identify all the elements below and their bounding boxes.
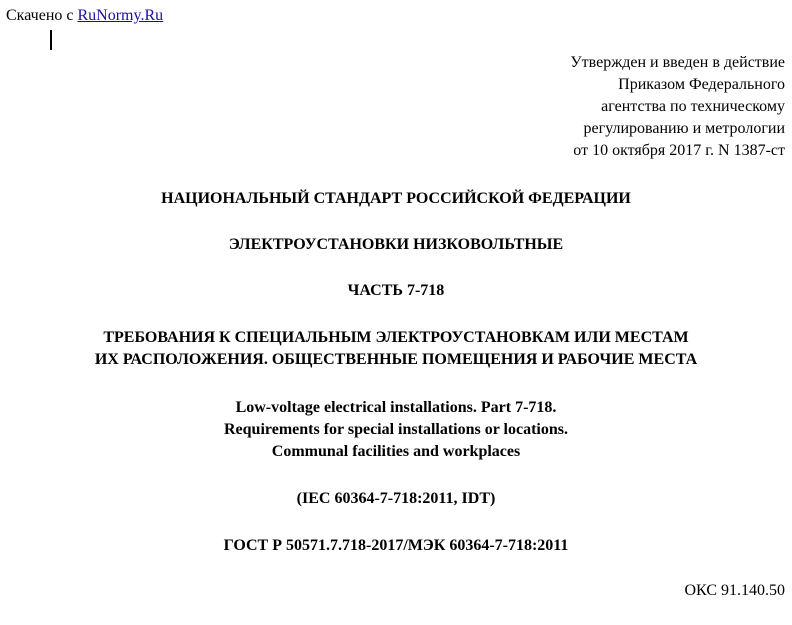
- requirements-line: ИХ РАСПОЛОЖЕНИЯ. ОБЩЕСТВЕННЫЕ ПОМЕЩЕНИЯ И РАБОЧИЕ МЕСТА: [94, 351, 698, 368]
- source-line: [6, 6, 163, 26]
- part-text: ЧАСТЬ 7-718: [347, 282, 445, 299]
- english-title: [0, 397, 792, 463]
- requirements-heading: [0, 327, 792, 371]
- subject-heading: [0, 234, 792, 256]
- standard-type-heading: [0, 188, 792, 210]
- iec-reference-text: (IEC 60364-7-718:2011, IDT): [296, 490, 496, 507]
- subject-text: ЭЛЕКТРОУСТАНОВКИ НИЗКОВОЛЬТНЫЕ: [228, 236, 564, 253]
- approval-block: [570, 52, 785, 162]
- source-link[interactable]: RuNormy.Ru: [77, 7, 164, 24]
- english-title-line: Communal facilities and workplaces: [271, 443, 521, 460]
- text-cursor: [50, 30, 52, 50]
- iec-reference: [0, 488, 792, 510]
- english-title-line: Low-voltage electrical installations. Part 7-718.: [235, 399, 557, 416]
- standard-type-text: НАЦИОНАЛЬНЫЙ СТАНДАРТ РОССИЙСКОЙ ФЕДЕРАЦИИ: [161, 190, 631, 207]
- oks-code: ОКС 91.140.50: [684, 582, 785, 599]
- approval-line: регулированию и метрологии: [583, 120, 785, 137]
- approval-line: Утвержден и введен в действие: [570, 54, 785, 71]
- approval-line: Приказом Федерального: [618, 76, 785, 93]
- gost-code-text: ГОСТ Р 50571.7.718-2017/МЭК 60364-7-718:2011: [223, 537, 569, 554]
- approval-line: агентства по техническому: [601, 98, 785, 115]
- part-heading: [0, 280, 792, 302]
- approval-line: от 10 октября 2017 г. N 1387-ст: [573, 142, 785, 159]
- requirements-line: ТРЕБОВАНИЯ К СПЕЦИАЛЬНЫМ ЭЛЕКТРОУСТАНОВКАМ ИЛИ МЕСТАМ: [103, 329, 689, 346]
- source-prefix: Скачено с: [6, 7, 74, 24]
- gost-code: [0, 535, 792, 557]
- english-title-line: Requirements for special installations or locations.: [224, 421, 568, 438]
